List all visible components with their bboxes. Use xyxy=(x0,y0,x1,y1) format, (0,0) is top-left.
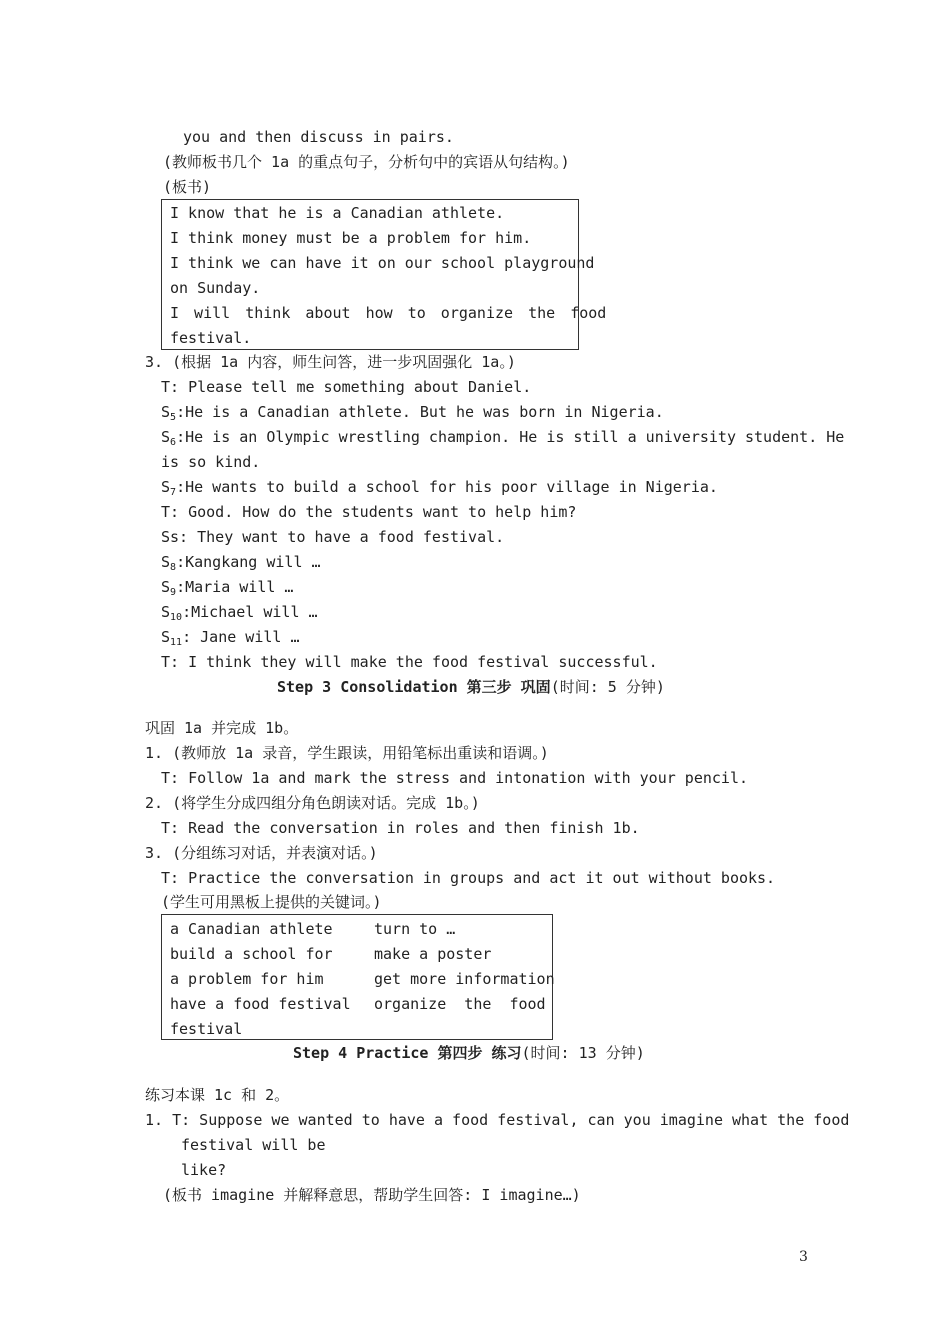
text-line: festival will be xyxy=(181,1136,326,1154)
keywords-box xyxy=(161,914,553,1040)
section-intro: 练习本课 1c 和 2。 xyxy=(145,1086,290,1104)
dialogue-line: is so kind. xyxy=(161,453,261,471)
dialogue-line: $S_6:He$ is an Olympic wrestling champion. He is still a university student. He xyxy=(161,428,845,448)
dialogue-line: T: I think they will make the food festival successful. xyxy=(161,653,658,671)
dialogue-line: $S_5:He$ is a Canadian athlete. But he was born in Nigeria. xyxy=(161,403,664,423)
keyword: have a food festival xyxy=(170,995,351,1013)
step-heading: Step 4 Practice 第四步 练习(时间: 13 分钟) xyxy=(293,1044,645,1062)
page-number: 3 xyxy=(799,1249,808,1265)
instruction-line: (板书 imagine 并解释意思，帮助学生回答: I imagine…) xyxy=(163,1186,581,1204)
keyword: build a school for xyxy=(170,945,333,963)
keyword: get more information xyxy=(374,970,555,988)
board-sentence: on Sunday. xyxy=(170,279,261,297)
instruction-line: (教师板书几个 1a 的重点句子，分析句中的宾语从句结构。) xyxy=(163,153,570,171)
numbered-item: 1. (教师放 1a 录音，学生跟读，用铅笔标出重读和语调。) xyxy=(145,744,549,762)
dialogue-line: T: Read the conversation in roles and then finish 1b. xyxy=(161,819,640,837)
board-sentence: I think money must be a problem for him. xyxy=(170,229,532,247)
keyword: a Canadian athlete xyxy=(170,920,333,938)
step-heading: Step 3 Consolidation 第三步 巩固(时间: 5 分钟) xyxy=(277,678,665,696)
board-sentence: festival. xyxy=(170,329,252,347)
instruction-line: (板书) xyxy=(163,178,212,196)
numbered-item: 3. (分组练习对话，并表演对话。) xyxy=(145,844,378,862)
text-line: you and then discuss in pairs. xyxy=(183,128,454,146)
dialogue-line: Ss: They want to have a food festival. xyxy=(161,528,505,546)
text-line: like? xyxy=(181,1161,227,1179)
dialogue-line: $S_8:Kangkang$ will … xyxy=(161,553,321,573)
dialogue-line: $S_{11}$: Jane will … xyxy=(161,628,300,648)
keyword: a problem for him xyxy=(170,970,324,988)
board-sentence: I know that he is a Canadian athlete. xyxy=(170,204,505,222)
numbered-item: 1. T: Suppose we wanted to have a food festival, can you imagine what the food xyxy=(145,1111,850,1129)
dialogue-line: $S_7:He$ wants to build a school for his poor village in Nigeria. xyxy=(161,478,718,498)
dialogue-line: $S_9:Maria$ will … xyxy=(161,578,294,598)
dialogue-line: T: Follow 1a and mark the stress and intonation with your pencil. xyxy=(161,769,748,787)
keyword: festival xyxy=(170,1020,243,1038)
board-sentence: I think we can have it on our school playground xyxy=(170,254,595,272)
board-sentence: I will think about how to organize the food xyxy=(170,304,607,322)
keyword: turn to … xyxy=(374,920,456,938)
keyword: make a poster xyxy=(374,945,492,963)
dialogue-line: T: Please tell me something about Daniel. xyxy=(161,378,532,396)
numbered-item: 2. (将学生分成四组分角色朗读对话。完成 1b。) xyxy=(145,794,480,812)
numbered-item: 3. (根据 1a 内容，师生问答，进一步巩固强化 1a。) xyxy=(145,353,516,371)
dialogue-line: $S_{10}:Michael$ will … xyxy=(161,603,318,623)
instruction-line: (学生可用黑板上提供的关键词。) xyxy=(161,893,382,911)
dialogue-line: T: Good. How do the students want to help him? xyxy=(161,503,577,521)
section-intro: 巩固 1a 并完成 1b。 xyxy=(145,719,299,737)
dialogue-line: T: Practice the conversation in groups and act it out without books. xyxy=(161,869,776,887)
keyword: organize the food xyxy=(374,995,546,1013)
blackboard-box xyxy=(161,199,607,350)
